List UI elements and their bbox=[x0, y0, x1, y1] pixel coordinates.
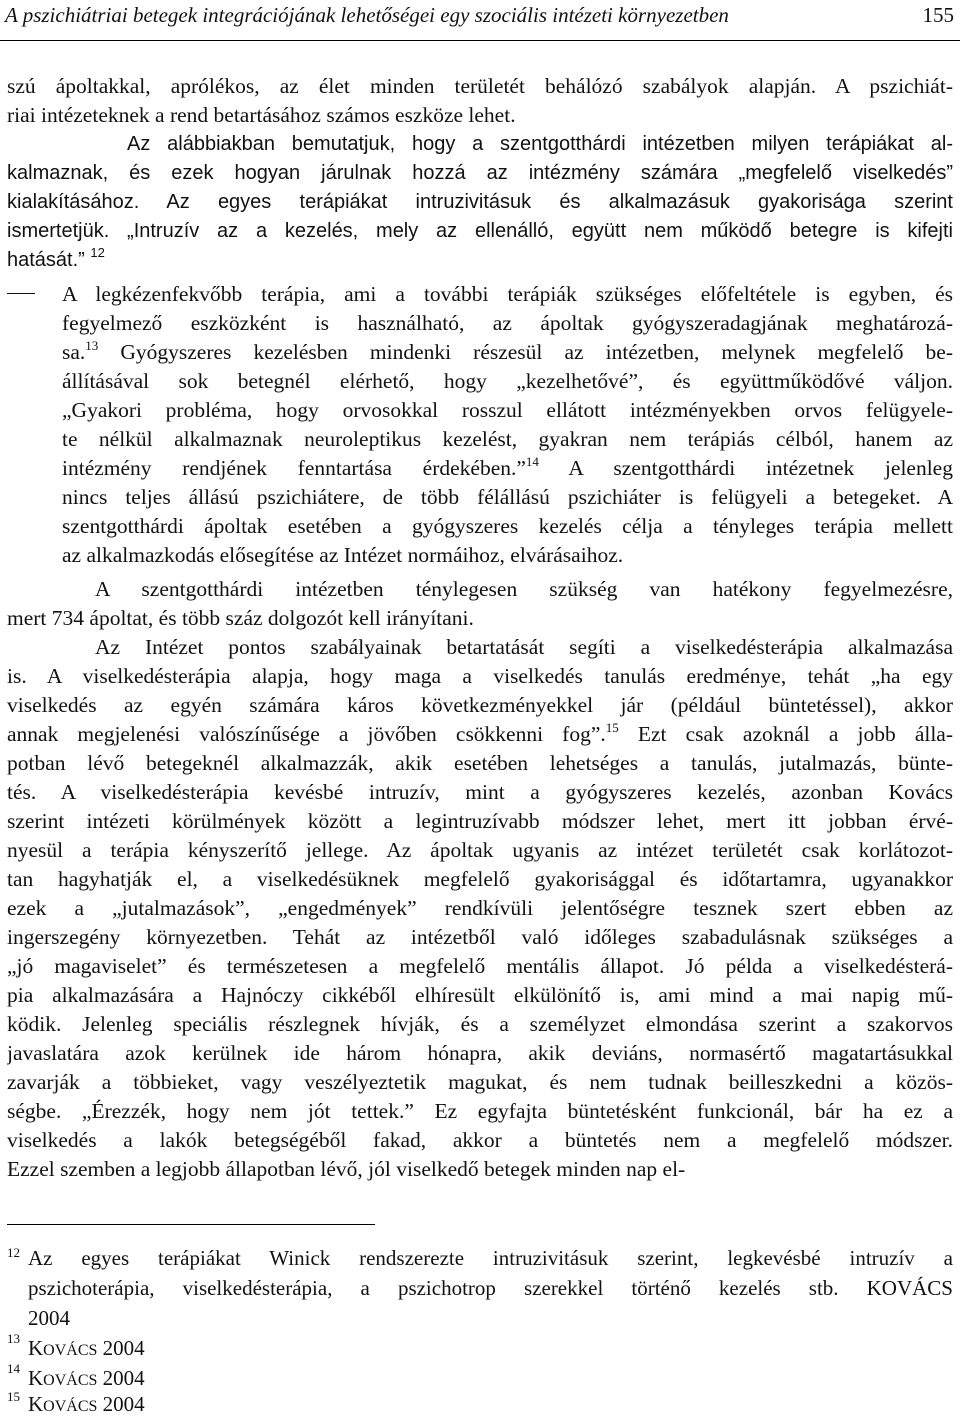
footnote-ref-14: 14 bbox=[525, 454, 539, 469]
body-line bbox=[62, 338, 953, 367]
body-line: nincs teljes állású pszichiátere, de több félállású pszichiáter is felügyeli a betegeket. A bbox=[62, 485, 953, 509]
body-line: ismertetjük. „Intruzív az a kezelés, mely az ellenálló, együtt nem működő betegre is kifejti bbox=[7, 220, 953, 242]
footnote-12-line: 2004 bbox=[28, 1306, 70, 1330]
author-name-rest: OVÁCS bbox=[43, 1398, 98, 1415]
footnote-separator bbox=[7, 1224, 375, 1225]
body-line: Ezzel szemben a legjobb állapotban lévő, jól viselkedő betegek minden nap el- bbox=[7, 1157, 686, 1181]
footnote-number: 15 bbox=[7, 1389, 20, 1404]
body-line: szentgotthárdi ápoltak esetében a gyógyszeres kezelés célja a tényleges terápia mellett bbox=[62, 514, 953, 538]
body-line: Az alábbiakban bemutatjuk, hogy a szentgotthárdi intézetben milyen terápiákat al- bbox=[127, 133, 953, 155]
footnote-12-line: pszichoterápia, viselkedésterápia, a pszichotrop szerekkel történő kezelés stb. KOVÁCS bbox=[28, 1276, 953, 1300]
body-line: is. A viselkedésterápia alapja, hogy maga a viselkedés tanulás eredménye, tehát „ha egy bbox=[7, 664, 953, 688]
body-line: A szentgotthárdi intézetben ténylegesen szükség van hatékony fegyelmezésre, bbox=[95, 577, 953, 601]
body-line: fegyelmező eszközként is használható, az ápoltak gyógyszeradagjának meghatározá- bbox=[62, 311, 953, 335]
body-line: te nélkül alkalmaznak neuroleptikus kezelést, gyakran nem terápiás célból, hanem az bbox=[62, 427, 953, 451]
citation-year: 2004 bbox=[102, 1336, 145, 1360]
body-line: riai intézeteknek a rend betartásához számos eszköze lehet. bbox=[7, 103, 516, 127]
body-line: viselkedés a lakók betegségéből fakad, akkor a büntetés nem a megfelelő módszer. bbox=[7, 1128, 953, 1152]
footnote-number: 13 bbox=[7, 1331, 20, 1346]
footnote-ref-15: 15 bbox=[605, 720, 619, 735]
body-line-text: Ezt csak azoknál a jobb álla- bbox=[637, 722, 953, 746]
page-number: 155 bbox=[922, 3, 954, 27]
running-header bbox=[0, 0, 960, 41]
body-line bbox=[62, 454, 953, 483]
footnote-ref-13: 13 bbox=[85, 338, 99, 353]
body-line: állításával sok betegnél elérhető, hogy „kezelhetővé”, és együttműködővé váljon. bbox=[62, 369, 953, 393]
body-line: ködik. Jelenleg speciális részlegnek hívják, és a személyzet elmondása szerint a szakorvos bbox=[7, 1012, 953, 1036]
body-line-text: annak megjelenési valószínűsége a jövőben csökkenni fog”. bbox=[7, 722, 606, 746]
body-line-text: hatását.” bbox=[7, 249, 85, 271]
body-line: kialakításához. Az egyes terápiákat intruzivitásuk és alkalmazásuk gyakorisága szerint bbox=[7, 191, 953, 213]
body-line: javaslatára azok kerülnek ide három hónapra, akik deviáns, normasértő magatartásukkal bbox=[7, 1041, 953, 1065]
body-line-text: sa. bbox=[62, 340, 86, 364]
list-dash bbox=[7, 293, 35, 294]
body-line bbox=[7, 1172, 953, 1201]
footnote-14 bbox=[28, 1364, 953, 1393]
author-name: K bbox=[28, 1366, 44, 1390]
author-name-rest: OVÁCS bbox=[43, 1372, 98, 1389]
footnote-number: 14 bbox=[7, 1361, 20, 1376]
footnote-15 bbox=[28, 1390, 953, 1419]
body-line: mert 734 ápoltat, és több száz dolgozót kell irányítani. bbox=[7, 606, 474, 630]
body-line-text: A szentgotthárdi intézetnek jelenleg bbox=[568, 456, 953, 480]
body-line: tan hagyhatják el, a viselkedésüknek megfelelő gyakorisággal és időtartamra, ugyanakkor bbox=[7, 867, 953, 891]
body-line: A legkézenfekvőbb terápia, ami a további terápiák szükséges előfeltétele is egyben, és bbox=[62, 282, 953, 306]
body-line-text: intézmény rendjének fenntartása érdekében.” bbox=[62, 456, 526, 480]
footnote-number: 12 bbox=[7, 1245, 20, 1260]
body-line bbox=[7, 720, 953, 749]
body-line: szú ápoltakkal, aprólékos, az élet minden területét behálózó szabályok alapján. A pszichiát- bbox=[7, 74, 953, 98]
body-line: nyesül a terápia kényszerítő jellege. Az ápoltak ugyanis az intézet területét csak korlátozot- bbox=[7, 838, 953, 862]
citation-year: 2004 bbox=[102, 1392, 145, 1416]
body-line: kalmaznak, és ezek hogyan járulnak hozzá az intézmény számára „megfelelő viselkedés” bbox=[7, 162, 953, 184]
body-line-text: Gyógyszeres kezelésben mindenki részesül az intézetben, melynek megfelelő be- bbox=[120, 340, 953, 364]
body-line: szerint intézeti körülmények között a legintruzívabb módszer lehet, mert itt jobban érvé- bbox=[7, 809, 953, 833]
body-line: viselkedés az egyén számára káros következményekkel jár (például büntetéssel), akkor bbox=[7, 693, 953, 717]
body-line: tés. A viselkedésterápia kevésbé intruzív, mint a gyógyszeres kezelés, azonban Kovács bbox=[7, 780, 953, 804]
body-line: pia alkalmazására a Hajnóczy cikkéből elhíresült elkülönítő is, ami mind a mai napig mű- bbox=[7, 983, 953, 1007]
body-line: az alkalmazkodás elősegítése az Intézet normáihoz, elvárásaihoz. bbox=[62, 543, 624, 567]
body-line: „jó magaviselet” és természetesen a megfelelő mentális állapot. Jó példa a viselkedésterá- bbox=[7, 954, 953, 978]
author-name-rest: OVÁCS bbox=[43, 1342, 98, 1359]
footnote-ref-12: 12 bbox=[90, 246, 105, 260]
author-name: K bbox=[28, 1392, 44, 1416]
body-line: potban lévő betegeknél alkalmazzák, akik esetében lehetséges a tanulás, jutalmazás, bünte- bbox=[7, 751, 953, 775]
body-line: ingerszegény környezetben. Tehát az intézetből való időleges szabadulásnak szükséges a bbox=[7, 925, 953, 949]
running-title: A pszichiátriai betegek integrációjának lehetőségei egy szociális intézeti környezetben bbox=[5, 3, 729, 27]
footnote-12-line: Az egyes terápiákat Winick rendszerezte intruzivitásuk szerint, legkevésbé intruzív a bbox=[28, 1246, 953, 1270]
citation-year: 2004 bbox=[102, 1366, 145, 1390]
body-line: ezek a „jutalmazások”, „engedmények” rendkívüli jelentőségre tesznek szert ebben az bbox=[7, 896, 953, 920]
body-line: zavarják a többieket, vagy veszélyeztetik magukat, és nem tudnak beilleszkedni a közös- bbox=[7, 1070, 953, 1094]
body-line: ségbe. „Érezzék, hogy nem jót tettek.” Ez egyfajta büntetésként funkcionál, bár ha ez a bbox=[7, 1099, 953, 1123]
footnote-13 bbox=[28, 1334, 953, 1363]
body-line: Az Intézet pontos szabályainak betartatását segíti a viselkedésterápia alkalmazása bbox=[95, 635, 953, 659]
body-line: „Gyakori probléma, hogy orvosokkal rosszul ellátott intézményekben orvos felügyele- bbox=[62, 398, 953, 422]
body-line bbox=[7, 246, 953, 275]
author-name: K bbox=[28, 1336, 44, 1360]
